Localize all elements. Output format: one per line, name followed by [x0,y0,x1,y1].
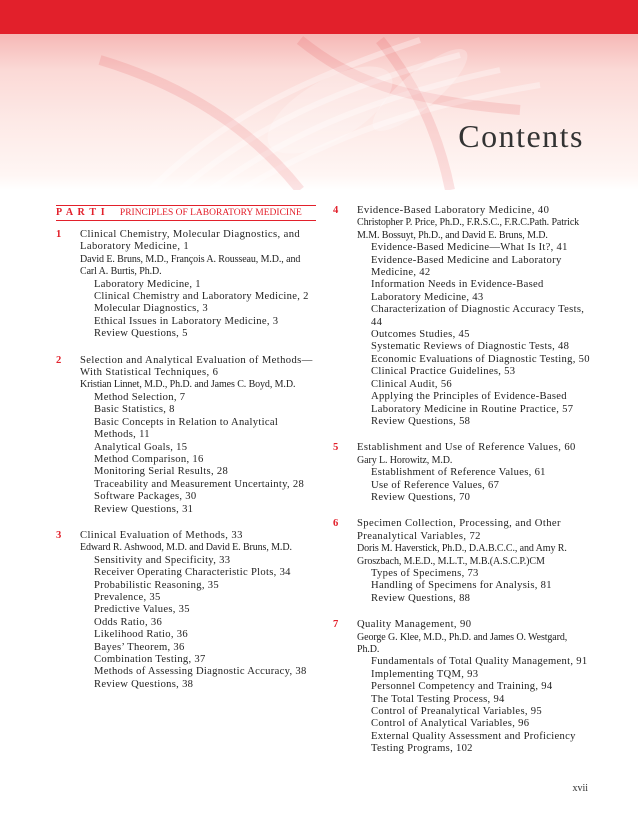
section-list [80,555,316,691]
section-entry[interactable]: Fundamentals of Total Quality Management, 91 [371,656,588,668]
section-entry[interactable]: Method Comparison, 16 [94,453,204,465]
chapter-title[interactable]: Evidence-Based Laboratory Medicine, 40 [357,205,550,216]
chapter-title[interactable]: Quality Management, 90 [357,619,472,631]
section-entry[interactable]: Traceability and Measurement Uncertainty, 28 [94,478,305,490]
section-entry[interactable]: Review Questions, 31 [94,503,194,515]
chapter-title[interactable]: Clinical Chemistry, Molecular Diagnostics, and Laboratory Medicine, 1 [80,229,301,253]
chapter-number: 2 [56,354,62,366]
section-entry[interactable]: Information Needs in Evidence-Based Laboratory Medicine, 43 [371,279,544,303]
section-entry[interactable]: Clinical Chemistry and Laboratory Medicine, 2 [94,291,309,303]
chapter-number: 6 [333,518,339,530]
chapter-entry [333,442,591,504]
section-entry[interactable]: Control of Preanalytical Variables, 95 [371,706,542,718]
chapter-entry [56,355,316,516]
section-entry[interactable]: Review Questions, 5 [94,328,188,340]
part-heading [56,205,316,221]
section-entry[interactable]: Review Questions, 70 [371,491,471,503]
chapter-number: 7 [333,619,339,631]
section-entry[interactable]: Prevalence, 35 [94,591,161,603]
page-title: Contents [458,118,584,154]
section-list [357,242,591,428]
chapter-number: 5 [333,442,339,454]
section-entry[interactable]: Ethical Issues in Laboratory Medicine, 3 [94,315,279,327]
section-list [357,568,591,605]
section-entry[interactable]: Receiver Operating Characteristic Plots, 34 [94,567,291,579]
section-list [357,467,591,504]
section-entry[interactable]: Evidence-Based Medicine—What Is It?, 41 [371,242,568,254]
chapter-authors: Gary L. Horowitz, M.D. [357,454,453,466]
section-entry[interactable]: Characterization of Diagnostic Accuracy Tests, 44 [371,304,585,328]
section-entry[interactable]: Establishment of Reference Values, 61 [371,467,546,479]
section-entry[interactable]: Applying the Principles of Evidence-Based Laboratory Medicine in Routine Practice, 57 [371,391,574,415]
chapter-entry [56,530,316,691]
decorative-background-graphic [0,0,638,190]
section-entry[interactable]: Systematic Reviews of Diagnostic Tests, 48 [371,341,570,353]
section-entry[interactable]: Evidence-Based Medicine and Laboratory Medicine, 42 [371,254,562,279]
section-entry[interactable]: Combination Testing, 37 [94,654,206,665]
section-entry[interactable]: Review Questions, 88 [371,592,471,604]
section-entry[interactable]: Use of Reference Values, 67 [371,479,500,491]
section-entry[interactable]: Method Selection, 7 [94,391,186,403]
section-entry[interactable]: Outcomes Studies, 45 [371,329,470,341]
page-number: xvii [572,783,588,794]
section-list [357,656,591,755]
chapter-title[interactable]: Specimen Collection, Processing, and Other Preanalytical Variables, 72 [357,518,561,542]
chapter-authors: Kristian Linnet, M.D., Ph.D. and James C. Boyd, M.D. [80,379,296,391]
part-title: PRINCIPLES OF LABORATORY MEDICINE [119,207,302,218]
chapter-title[interactable]: Establishment and Use of Reference Values, 60 [357,442,576,454]
section-entry[interactable]: Types of Specimens, 73 [371,567,479,579]
chapter-authors: George G. Klee, M.D., Ph.D. and James O. Westgard, Ph.D. [357,631,568,655]
section-entry[interactable]: Basic Statistics, 8 [94,404,175,416]
section-entry[interactable]: Review Questions, 58 [371,415,471,427]
chapter-authors: Edward R. Ashwood, M.D. and David E. Bruns, M.D. [80,542,292,554]
header-banner [0,0,638,190]
part-label: P A R T I [56,206,106,218]
toc-right-column [333,205,591,770]
section-entry[interactable]: Sensitivity and Specificity, 33 [94,554,231,566]
section-entry[interactable]: Probabilistic Reasoning, 35 [94,579,219,591]
section-list [80,392,316,516]
section-entry[interactable]: The Total Testing Process, 94 [371,693,505,705]
section-entry[interactable]: External Quality Assessment and Proficiency Testing Programs, 102 [371,730,576,755]
section-entry[interactable]: Economic Evaluations of Diagnostic Testing, 50 [371,353,590,365]
section-entry[interactable]: Software Packages, 30 [94,491,197,503]
section-entry[interactable]: Basic Concepts in Relation to Analytical Methods, 11 [94,416,279,441]
chapter-authors: David E. Bruns, M.D., François A. Rousseau, M.D., and Carl A. Burtis, Ph.D. [80,253,301,278]
toc-left-column [56,205,316,705]
chapter-entry [333,619,591,755]
chapter-authors: Doris M. Haverstick, Ph.D., D.A.B.C.C., and Amy R. Groszbach, M.E.D., M.L.T., M.B.(A.S.C.P.)CM [357,543,567,567]
section-entry[interactable]: Likelihood Ratio, 36 [94,629,188,641]
chapter-entry [333,518,591,605]
section-entry[interactable]: Bayes’ Theorem, 36 [94,641,185,653]
chapter-number: 1 [56,229,62,240]
chapter-authors: Christopher P. Price, Ph.D., F.R.S.C., F.R.C.Path. Patrick M.M. Bossuyt, Ph.D., and David E. Bruns, M.D. [357,217,580,241]
section-entry[interactable]: Monitoring Serial Results, 28 [94,466,229,478]
chapter-number: 3 [56,529,62,541]
section-entry[interactable]: Predictive Values, 35 [94,604,190,616]
chapter-number: 4 [333,205,339,216]
chapter-entry [333,205,591,428]
chapter-list-left [56,229,316,691]
section-entry[interactable]: Implementing TQM, 93 [371,668,479,680]
section-entry[interactable]: Review Questions, 38 [94,678,194,690]
section-entry[interactable]: Laboratory Medicine, 1 [94,278,201,290]
section-list [80,279,316,341]
section-entry[interactable]: Methods of Assessing Diagnostic Accuracy, 38 [94,666,307,678]
chapter-title[interactable]: Selection and Analytical Evaluation of Methods—With Statistical Techniques, 6 [80,354,313,379]
section-entry[interactable]: Clinical Practice Guidelines, 53 [371,366,516,378]
chapter-entry [56,229,316,341]
chapter-title[interactable]: Clinical Evaluation of Methods, 33 [80,529,243,541]
section-entry[interactable]: Analytical Goals, 15 [94,441,188,453]
section-entry[interactable]: Personnel Competency and Training, 94 [371,681,553,693]
section-entry[interactable]: Control of Analytical Variables, 96 [371,718,530,730]
section-entry[interactable]: Odds Ratio, 36 [94,616,163,628]
section-entry[interactable]: Handling of Specimens for Analysis, 81 [371,580,552,592]
section-entry[interactable]: Molecular Diagnostics, 3 [94,303,208,315]
chapter-list-right [333,205,591,756]
section-entry[interactable]: Clinical Audit, 56 [371,378,453,390]
